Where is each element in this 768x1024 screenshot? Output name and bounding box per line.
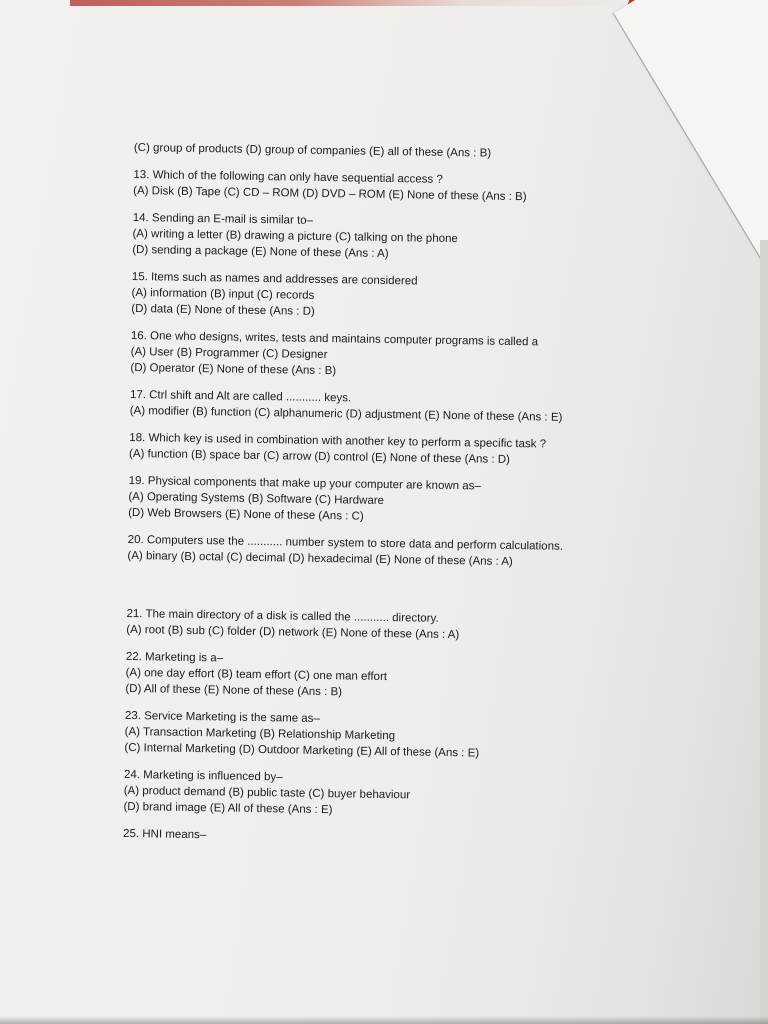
question-19: [128, 473, 599, 528]
question-14: [132, 210, 603, 265]
question-24-options-1: (A) product demand (B) public taste (C) buyer behaviour: [123, 784, 411, 802]
question-22: [125, 649, 596, 704]
question-19-text: 19. Physical components that make up your computer are known as–: [128, 474, 481, 493]
question-24: [123, 767, 594, 822]
question-17: [130, 387, 600, 426]
question-13-text: 13. Which of the following can only have sequential access ?: [133, 168, 443, 186]
question-24-text: 24. Marketing is influenced by–: [123, 768, 283, 784]
question-17-text: 17. Ctrl shift and Alt are called ........... keys.: [129, 388, 352, 405]
question-18: [129, 430, 599, 469]
question-13-options: (A) Disk (B) Tape (C) CD – ROM (D) DVD – ROM (E) None of these (Ans : B): [133, 184, 527, 204]
question-21: [126, 606, 596, 645]
question-21-text: 21. The main directory of a disk is called the ........... directory.: [126, 607, 439, 625]
question-16-text: 16. One who designs, writes, tests and maintains computer programs is called a: [130, 329, 539, 349]
question-24-options-2: (D) brand image (E) All of these (Ans : E): [123, 800, 333, 817]
question-16-options-1: (A) User (B) Programmer (C) Designer: [130, 345, 328, 362]
question-23-options-2: (C) Internal Marketing (D) Outdoor Marketing (E) All of these (Ans : E): [124, 741, 480, 760]
question-22-options-1: (A) one day effort (B) team effort (C) one man effort: [125, 666, 388, 684]
question-list: [123, 140, 604, 849]
question-13: [133, 167, 603, 206]
question-14-options-2: (D) sending a package (E) None of these (Ans : A): [132, 243, 389, 261]
question-16-options-2: (D) Operator (E) None of these (Ans : B): [130, 361, 337, 378]
question-19-options-2: (D) Web Browsers (E) None of these (Ans : C): [128, 506, 364, 523]
question-17-options: (A) modifier (B) function (C) alphanumeric (D) adjustment (E) None of these (Ans : E): [129, 404, 563, 424]
question-14-text: 14. Sending an E-mail is similar to–: [132, 211, 314, 227]
question-18-text: 18. Which key is used in combination with another key to perform a specific task ?: [129, 431, 547, 451]
question-18-options: (A) function (B) space bar (C) arrow (D) control (E) None of these (Ans : D): [128, 447, 511, 466]
question-15: [131, 269, 602, 324]
adjacent-sheet: [614, 0, 768, 891]
question-20-options: (A) binary (B) octal (C) decimal (D) hexadecimal (E) None of these (Ans : A): [127, 549, 513, 569]
question-20: [127, 532, 597, 571]
question-21-options: (A) root (B) sub (C) folder (D) network (E) None of these (Ans : A): [126, 623, 460, 642]
question-22-options-2: (D) All of these (E) None of these (Ans : B): [125, 682, 343, 699]
question-20-text: 20. Computers use the ........... number system to store data and perform calculations.: [127, 533, 564, 553]
question-25-text: 25. HNI means–: [123, 827, 207, 842]
question-15-options-2: (D) data (E) None of these (Ans : D): [131, 302, 315, 318]
question-25: [123, 826, 593, 849]
intro-line: (C) group of products (D) group of companies (E) all of these (Ans : B): [133, 141, 492, 160]
question-23: [124, 708, 595, 763]
page-fold-shadow: [760, 240, 768, 1024]
question-15-text: 15. Items such as names and addresses are considered: [131, 270, 418, 288]
question-16: [130, 328, 601, 383]
question-22-text: 22. Marketing is a–: [125, 650, 224, 665]
bottom-edge-shadow: [0, 1016, 768, 1024]
question-23-text: 23. Service Marketing is the same as–: [124, 709, 320, 725]
question-23-options-1: (A) Transaction Marketing (B) Relationship Marketing: [124, 725, 396, 743]
question-14-options-1: (A) writing a letter (B) drawing a picture (C) talking on the phone: [132, 227, 458, 246]
binder-edge: [70, 0, 630, 6]
question-19-options-1: (A) Operating Systems (B) Software (C) Hardware: [128, 490, 385, 507]
question-15-options-1: (A) information (B) input (C) records: [131, 286, 315, 302]
